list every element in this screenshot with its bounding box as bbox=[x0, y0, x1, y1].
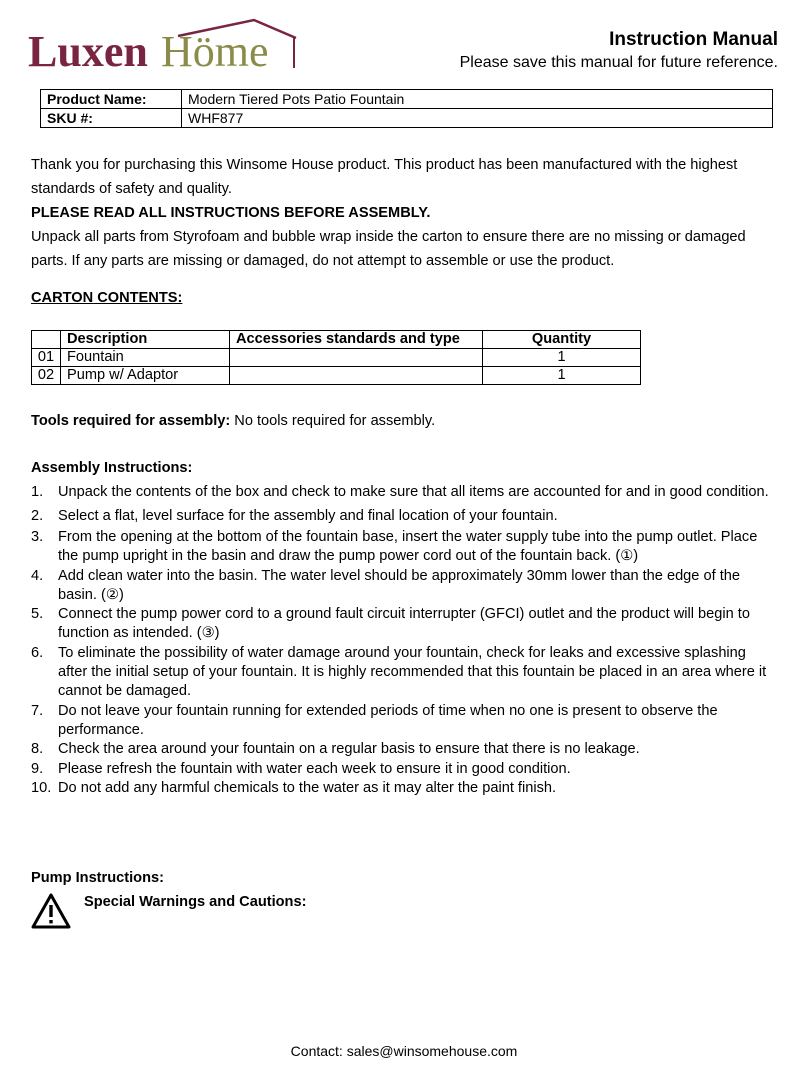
table-cell: 1 bbox=[483, 367, 641, 385]
list-item bbox=[31, 504, 776, 528]
sku-value: WHF877 bbox=[182, 109, 773, 128]
intro-unpack: Unpack all parts from Styrofoam and bubble wrap inside the carton to ensure there are no missing or damaged parts. If any parts are missing or damaged, do not attempt to assemble or use the product. bbox=[31, 229, 746, 269]
product-name-value: Modern Tiered Pots Patio Fountain bbox=[182, 90, 773, 109]
table-cell bbox=[230, 367, 483, 385]
logo-luxen: Luxen bbox=[28, 27, 148, 76]
warning-triangle-icon bbox=[30, 892, 72, 930]
table-cell: 02 bbox=[32, 367, 61, 385]
assembly-heading: Assembly Instructions: bbox=[31, 460, 193, 476]
logo-home: Höme bbox=[161, 27, 269, 76]
step-number: 3. bbox=[31, 529, 44, 545]
sku-label: SKU #: bbox=[41, 109, 182, 128]
pump-heading: Pump Instructions: bbox=[31, 870, 164, 886]
product-info-table bbox=[40, 89, 773, 128]
step-text: Add clean water into the basin. The water level should be approximately 30mm lower than the edge of the basin. (②) bbox=[58, 567, 740, 603]
header-block bbox=[460, 28, 778, 74]
column-header: Accessories standards and type bbox=[230, 331, 483, 349]
table-cell: Pump w/ Adaptor bbox=[61, 367, 230, 385]
step-text: Unpack the contents of the box and check to make sure that all items are accounted for and in good condition. bbox=[58, 484, 769, 500]
step-text: Do not add any harmful chemicals to the water as it may alter the paint finish. bbox=[58, 779, 557, 796]
list-item bbox=[31, 480, 776, 504]
table-cell bbox=[230, 349, 483, 367]
list-item bbox=[31, 605, 776, 644]
step-number: 10. bbox=[31, 779, 52, 796]
step-number: 2. bbox=[31, 508, 44, 524]
footer-contact: Contact: sales@winsomehouse.com bbox=[290, 1043, 518, 1059]
logo-graphic bbox=[28, 18, 308, 76]
list-item bbox=[31, 740, 776, 759]
carton-heading: CARTON CONTENTS: bbox=[31, 290, 183, 306]
table-row bbox=[32, 349, 641, 367]
step-number: 7. bbox=[31, 702, 44, 719]
list-item bbox=[31, 528, 776, 567]
column-header: Quantity bbox=[483, 331, 641, 349]
step-text: Do not leave your fountain running for extended periods of time when no one is present to observe the performance. bbox=[58, 702, 718, 738]
brand-logo bbox=[28, 18, 308, 76]
table-header-row bbox=[32, 331, 641, 349]
table-cell: 01 bbox=[32, 349, 61, 367]
list-item bbox=[31, 644, 776, 702]
step-text: To eliminate the possibility of water damage around your fountain, check for leaks and excessive splashing after the initial setup of your fountain. It is highly recommended that this fountain be placed in an area where it cannot be damaged. bbox=[58, 644, 767, 700]
step-number: 4. bbox=[31, 567, 44, 584]
special-warnings-heading: Special Warnings and Cautions: bbox=[84, 894, 307, 910]
step-text: Select a flat, level surface for the assembly and final location of your fountain. bbox=[58, 508, 558, 524]
table-row bbox=[41, 90, 773, 109]
table-cell: Fountain bbox=[61, 349, 230, 367]
step-number: 1. bbox=[31, 484, 44, 500]
tools-text: No tools required for assembly. bbox=[230, 413, 436, 429]
tools-label: Tools required for assembly: bbox=[31, 413, 231, 429]
list-item bbox=[31, 567, 776, 606]
step-text: From the opening at the bottom of the fountain base, insert the water supply tube into the pump outlet. Place the pump upright in the basin and draw the pump power cord out of the fountain back. (①) bbox=[58, 529, 758, 565]
step-number: 9. bbox=[31, 760, 44, 777]
list-item bbox=[31, 779, 776, 798]
intro-read-all: PLEASE READ ALL INSTRUCTIONS BEFORE ASSEMBLY. bbox=[31, 205, 431, 221]
table-row bbox=[41, 109, 773, 128]
column-header: Description bbox=[61, 331, 230, 349]
step-number: 5. bbox=[31, 606, 44, 623]
page-title: Instruction Manual bbox=[609, 29, 778, 50]
table-row bbox=[32, 367, 641, 385]
carton-contents-table bbox=[31, 330, 641, 385]
step-text: Please refresh the fountain with water each week to ensure it in good condition. bbox=[58, 760, 571, 777]
tools-line bbox=[31, 409, 781, 433]
product-name-label: Product Name: bbox=[41, 90, 182, 109]
step-text: Check the area around your fountain on a regular basis to ensure that there is no leakage. bbox=[58, 741, 640, 758]
column-header bbox=[32, 331, 61, 349]
step-text: Connect the pump power cord to a ground fault circuit interrupter (GFCI) outlet and the product will begin to function as intended. (③) bbox=[58, 606, 750, 642]
step-number: 8. bbox=[31, 741, 44, 758]
list-item bbox=[31, 702, 776, 741]
list-item bbox=[31, 760, 776, 779]
intro-thanks: Thank you for purchasing this Winsome House product. This product has been manufactured with the highest standards of safety and quality. bbox=[31, 157, 738, 197]
page-subtitle: Please save this manual for future reference. bbox=[459, 54, 778, 71]
assembly-steps-list bbox=[31, 480, 776, 798]
table-cell: 1 bbox=[483, 349, 641, 367]
step-number: 6. bbox=[31, 644, 44, 661]
